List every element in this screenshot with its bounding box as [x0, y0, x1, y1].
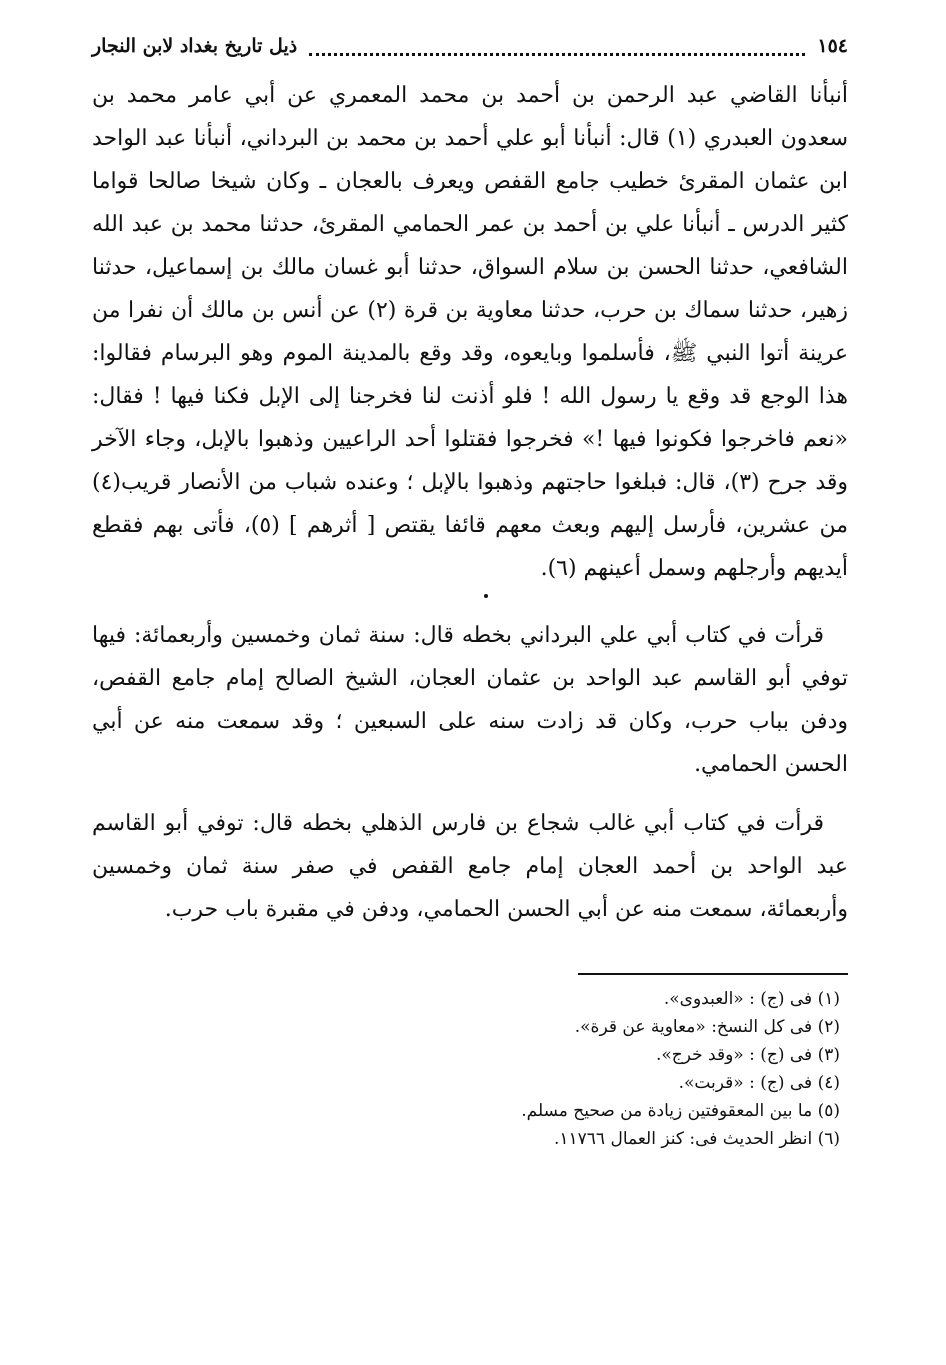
- footnotes: [92, 985, 848, 1153]
- page-number: ١٥٤: [817, 35, 848, 57]
- footnote-separator: [578, 973, 848, 975]
- page-header: [92, 26, 848, 66]
- body-paragraph-dhuhli: قرأت في كتاب أبي غالب شجاع بن فارس الذهلي بخطه قال: توفي أبو القاسم عبد الواحد بن أحمد العجان إمام جامع القفص في صفر سنة ثمان وخمسين وأربعمائة، سمعت منه عن أبي الحسن الحمامي، ودفن في مقبرة باب حرب.: [92, 811, 848, 922]
- footnote-1: (١) فى (ج) : «العبدوى».: [663, 989, 840, 1009]
- header-dotted-leader: [309, 39, 805, 56]
- footnote-5: (٥) ما بين المعقوفتين زيادة من صحيح مسلم.: [521, 1101, 840, 1121]
- ink-dot: [484, 594, 488, 598]
- footnote-3: (٣) فى (ج) : «وقد خرج».: [655, 1045, 840, 1065]
- running-title: ذيل تاريخ بغداد لابن النجار: [92, 35, 298, 57]
- book-page: [92, 26, 848, 1153]
- footnote-2: (٢) فى كل النسخ: «معاوية عن قرة».: [574, 1017, 840, 1037]
- body-paragraph-bardani: قرأت في كتاب أبي علي البرداني بخطه قال: سنة ثمان وخمسين وأربعمائة: فيها توفي أبو القاسم عبد الواحد بن عثمان العجان، الشيخ الصالح إمام جامع القفص، ودفن بباب حرب، وكان قد زادت سنه على السبعين ؛ وقد سمعت منه عن أبي الحسن الحمامي.: [92, 623, 848, 777]
- footnote-6: (٦) انظر الحديث فى: كنز العمال ١١٧٦٦.: [554, 1129, 840, 1149]
- body-paragraph-hadith: أنبأنا القاضي عبد الرحمن بن أحمد بن محمد المعمري عن أبي عامر محمد بن سعدون العبدري (١) قال: أنبأنا أبو علي أحمد بن محمد بن البرداني، أنبأنا عبد الواحد ابن عثمان المقرئ خطيب جامع القفص ويعرف بالعجان ـ وكان شيخا صالحا قواما كثير الدرس ـ أنبأنا علي بن أحمد بن عمر الحمامي المقرئ، حدثنا محمد بن عبد الله الشافعي، حدثنا الحسن بن سلام السواق، حدثنا أبو غسان مالك بن إسماعيل، حدثنا زهير، حدثنا سماك بن حرب، حدثنا معاوية بن قرة (٢) عن أنس بن مالك أن نفرا من عرينة أتوا النبي ﷺ، فأسلموا وبايعوه، وقد وقع بالمدينة الموم وهو البرسام فقالوا: هذا الوجع قد وقع يا رسول الله ! فلو أذنت لنا فخرجنا إلى الإبل فكنا فيها ! فقال: «نعم فاخرجوا فكونوا فيها !» فخرجوا فقتلوا أحد الراعيين وذهبوا بالإبل، وجاء الآخر وقد جرح (٣)، قال: فبلغوا حاجتهم وذهبوا بالإبل ؛ وعنده شباب من الأنصار قريب(٤) من عشرين، فأرسل إليهم وبعث معهم قائفا يقتص [ أثرهم ] (٥)، فأتى بهم فقطع أيديهم وأرجلهم وسمل أعينهم (٦).: [92, 83, 849, 581]
- footnote-4: (٤) فى (ج) : «قربت».: [678, 1073, 840, 1093]
